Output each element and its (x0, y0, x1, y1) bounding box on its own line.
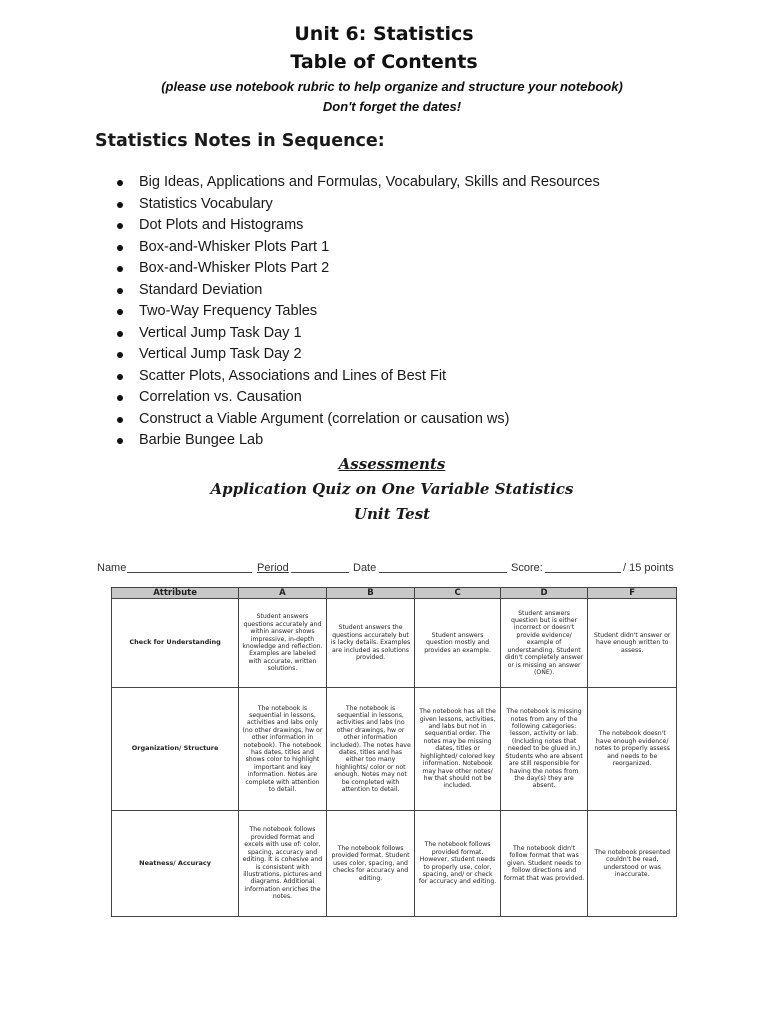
attribute-cell: Organization/ Structure (112, 688, 239, 811)
list-item: Big Ideas, Applications and Formulas, Vocabulary, Skills and Resources (116, 172, 736, 194)
column-header: A (239, 588, 327, 599)
name-label: Name (97, 562, 127, 574)
period-label: Period (257, 562, 289, 574)
rubric-cell: Student answers question mostly and provides an example. (415, 599, 500, 688)
list-item: Dot Plots and Histograms (116, 215, 736, 237)
rubric-cell: The notebook is missing notes from any of the following categories: lesson, activity or lab. (Including notes that needed to be glued in.) Students who are absent are still responsible for having the notes from the day(s) they are absent. (500, 688, 588, 811)
rubric-cell: The notebook follows provided format. However, student needs to properly use, color, spacing, and/ or check for accuracy and editing. (415, 811, 500, 917)
column-header: D (500, 588, 588, 599)
points-label: / 15 points (623, 562, 674, 574)
table-row (112, 688, 677, 811)
rubric-cell: The notebook is sequential in lessons, activities and labs only (no other drawings, hw or other information in notebook). The notebook has dates, titles and shows color to highlight important and key information. Notes are complete with attention to detail. (239, 688, 327, 811)
column-header: F (588, 588, 677, 599)
list-item: Barbie Bungee Lab (116, 430, 736, 452)
rubric-header-row (112, 588, 677, 599)
attribute-cell: Check for Understanding (112, 599, 239, 688)
list-item: Box-and-Whisker Plots Part 2 (116, 258, 736, 280)
column-header: Attribute (112, 588, 239, 599)
table-row (112, 811, 677, 917)
reminder-text: Don't forget the dates! (322, 99, 462, 114)
table-row (112, 599, 677, 688)
name-field[interactable] (127, 562, 252, 573)
list-item: Box-and-Whisker Plots Part 1 (116, 237, 736, 259)
list-item: Statistics Vocabulary (116, 194, 736, 216)
rubric-cell: The notebook presented couldn't be read, understood or was inaccurate. (588, 811, 677, 917)
instruction-text: (please use notebook rubric to help organize and structure your notebook) (161, 79, 623, 94)
rubric-cell: Student answers the questions accurately but is lacky details. Examples are included as solutions provided. (326, 599, 415, 688)
score-field[interactable] (545, 562, 621, 573)
list-item: Construct a Viable Argument (correlation or causation ws) (116, 409, 736, 431)
list-item: Standard Deviation (116, 280, 736, 302)
list-item: Vertical Jump Task Day 2 (116, 344, 736, 366)
notebook-rubric-table (111, 587, 677, 917)
rubric-cell: The notebook has all the given lessons, activities, and labs but not in sequential order. The notes may be missing dates, titles or highlighted/ colored key information. Notebook may have other notes/ hw that should not be included. (415, 688, 500, 811)
rubric-cell: Student answers question but is either incorrect or doesn't provide evidence/ example of understanding. Student didn't completely answer or is missing an answer (ONE). (500, 599, 588, 688)
assessments-heading: Assessments (338, 455, 446, 473)
rubric-cell: Student didn't answer or have enough written to assess. (588, 599, 677, 688)
rubric-cell: The notebook doesn't have enough evidence/ notes to properly assess and needs to be reorganized. (588, 688, 677, 811)
assessment-item: Application Quiz on One Variable Statistics (210, 480, 574, 498)
date-label: Date (353, 562, 377, 574)
rubric-cell: The notebook follows provided format and excels with use of: color, spacing, accuracy and editing. It is cohesive and is consistent with illustrations, pictures and diagrams. Additional information enriches the notes. (239, 811, 327, 917)
rubric-cell: Student answers questions accurately and within answer shows impressive, in-depth knowledge and reflection. Examples are labeled with accurate, written solutions. (239, 599, 327, 688)
list-item: Scatter Plots, Associations and Lines of Best Fit (116, 366, 736, 388)
student-info-row (97, 562, 687, 578)
notes-heading: Statistics Notes in Sequence: (95, 131, 385, 151)
list-item: Vertical Jump Task Day 1 (116, 323, 736, 345)
notes-list (116, 172, 736, 452)
rubric-cell: The notebook didn't follow format that was given. Student needs to follow directions and format that was provided. (500, 811, 588, 917)
column-header: B (326, 588, 415, 599)
rubric-cell: The notebook is sequential in lessons, activities and labs (no other drawings, hw or other information included). The notes have dates, titles and has either too many highlights/ color or not enough. Notes may not be completed with attention to detail. (326, 688, 415, 811)
list-item: Correlation vs. Causation (116, 387, 736, 409)
score-label: Score: (511, 562, 543, 574)
date-field[interactable] (379, 562, 507, 573)
assessment-item: Unit Test (353, 505, 431, 523)
unit-title: Unit 6: Statistics (294, 23, 474, 45)
period-field[interactable] (291, 562, 349, 573)
column-header: C (415, 588, 500, 599)
rubric-cell: The notebook follows provided format. Student uses color, spacing, and checks for accuracy and editing. (326, 811, 415, 917)
list-item: Two-Way Frequency Tables (116, 301, 736, 323)
attribute-cell: Neatness/ Accuracy (112, 811, 239, 917)
toc-title: Table of Contents (290, 51, 478, 73)
